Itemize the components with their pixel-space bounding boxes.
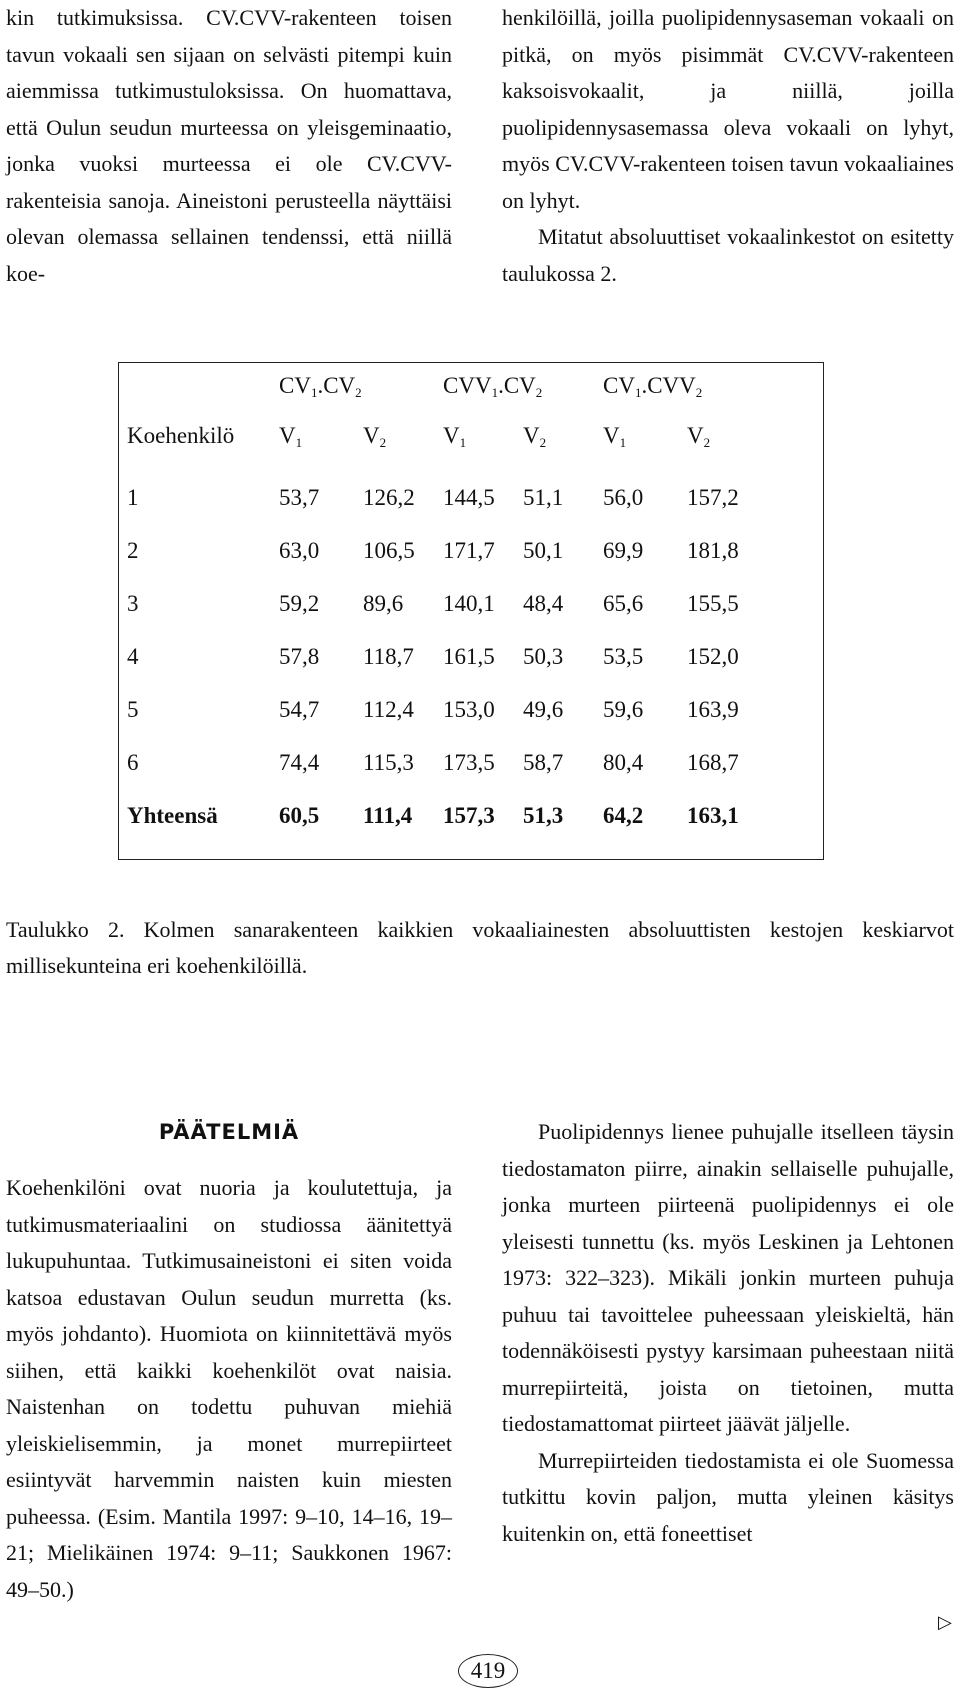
table-cell: 49,6 [523,697,564,722]
row-label: 5 [127,697,139,722]
table-column-header: $V_1$ [603,423,627,450]
table-cell: 74,4 [279,750,320,775]
body-column-bottom-left [6,1114,452,1608]
body-column-bottom-right [502,1114,954,1552]
total-label: Yhteensä [127,803,218,828]
table-column-header: $V_1$ [443,423,467,450]
row-label: 3 [127,591,139,616]
table-cell: 168,7 [687,750,739,775]
table-cell: 126,2 [363,485,415,510]
table-cell: 64,2 [603,803,644,828]
body-column-top-right [502,0,954,292]
table-cell: 63,0 [279,538,320,563]
paragraph: kin tutkimuksissa. CV.CVV-rakenteen toisen tavun vokaali sen sijaan on selvästi pitempi kuin aiemmissa tutkimustuloksissa. On huomattava, että Oulun seudun murteessa on yleisgeminaatio, jonka vuoksi murteessa ei ole CV.CVV-rakenteisia sanoja. Aineistoni perusteella näyttäisi olevan olemassa sellainen tendenssi, että niillä koe- [6,5,452,286]
table-cell: 54,7 [279,697,320,722]
paragraph: henkilöillä, joilla puolipidennysaseman vokaali on pitkä, on myös pisimmät CV.CVV-rakenteen kaksoisvokaalit, ja niillä, joilla puolipidennysasemassa oleva vokaali on lyhyt, myös CV.CVV-rakenteen toisen tavun vokaaliaines on lyhyt. [502,5,954,213]
table-caption [6,912,954,984]
table-cell: 56,0 [603,485,644,510]
table-cell: 112,4 [363,697,414,722]
table-cell: 51,3 [523,803,564,828]
table-cell: 155,5 [687,591,739,616]
body-column-top-left [6,0,452,292]
table-column-header: $V_2$ [687,423,711,450]
table-column-header: $V_2$ [523,423,547,450]
table-column-header: $V_2$ [363,423,387,450]
table-cell: 163,9 [687,697,739,722]
table-cell: 115,3 [363,750,414,775]
caption-text: Taulukko 2. Kolmen sanarakenteen kaikkien vokaaliainesten absoluuttisten kestojen keskiarvot millisekunteina eri koehenkilöillä. [6,917,954,978]
row-label: 1 [127,485,139,510]
page-number: 419 [458,1654,518,1688]
table-cell: 140,1 [443,591,495,616]
table-cell: 80,4 [603,750,644,775]
paragraph: Puolipidennys lienee puhujalle itselleen täysin tiedostamaton piirre, ainakin sellaiselle puhujalle, jonka murteen piirteenä puolipidennys ei ole yleisesti tunnettu (ks. myös Leskinen ja Lehtonen 1973: 322–323). Mikäli jonkin murteen puhuja puhuu tai tavoittelee puheessaan yleiskieltä, hän todennäköisesti pystyy karsimaan puheestaan niitä murrepiirteitä, joista on tietoinen, mutta tiedostamattomat piirteet jäävät jäljelle. [502,1119,954,1436]
row-label: 6 [127,750,139,775]
paragraph: Mitatut absoluuttiset vokaalinkestot on esitetty taulukossa 2. [502,224,954,286]
table-cell: 152,0 [687,644,739,669]
table-cell: 173,5 [443,750,495,775]
table-cell: 157,3 [443,803,495,828]
continue-arrow-icon: ▷ [938,1612,952,1632]
section-heading: PÄÄTELMIÄ [158,1120,300,1144]
table-cell: 171,7 [443,538,495,563]
table-cell: 157,2 [687,485,739,510]
table-cell: 53,7 [279,485,320,510]
table-cell: 181,8 [687,538,739,563]
table-cell: 50,3 [523,644,564,669]
table-cell: 161,5 [443,644,495,669]
duration-table [118,362,824,860]
table-cell: 106,5 [363,538,415,563]
table-cell: 51,1 [523,485,564,510]
table-cell: 118,7 [363,644,414,669]
table-cell: 58,7 [523,750,564,775]
paragraph: Murrepiirteiden tiedostamista ei ole Suomessa tutkittu kovin paljon, mutta yleinen käsitys kuitenkin on, että foneettiset [502,1447,954,1546]
row-label: 4 [127,644,139,669]
table-cell: 89,6 [363,591,404,616]
table-cell: 48,4 [523,591,564,616]
table-group-header: $CV_1.CV_2$ [279,373,362,400]
paragraph: Koehenkilöni ovat nuoria ja koulutettuja, ja tutkimusmateriaalini on studiossa äänitettyä lukupuhuntaa. Tutkimusaineistoni ei siten voida katsoa edustavan Oulun seudun murretta (ks. myös johdanto). Huomiota on kiinnitettävä myös siihen, että kaikki koehenkilöt ovat naisia. Naistenhan on todettu puhuvan miehiä yleiskielisemmin, ja monet murrepiirteet esiintyvät harvemmin naisten kuin miesten puheessa. (Esim. Mantila 1997: 9–10, 14–16, 19–21; Mielikäinen 1974: 9–11; Saukkonen 1967: 49–50.) [6,1175,452,1602]
table-row-header: Koehenkilö [127,423,235,448]
table-cell: 57,8 [279,644,320,669]
table-cell: 163,1 [687,803,739,828]
table-group-header: $CV_1.CVV_2$ [603,373,703,400]
table-column-header: $V_1$ [279,423,303,450]
table-cell: 50,1 [523,538,564,563]
table-cell: 59,2 [279,591,320,616]
table-cell: 111,4 [363,803,413,828]
table-group-header: $CVV_1.CV_2$ [443,373,543,400]
table-cell: 59,6 [603,697,644,722]
table-cell: 153,0 [443,697,495,722]
table-cell: 53,5 [603,644,644,669]
table-cell: 69,9 [603,538,644,563]
table-cell: 60,5 [279,803,320,828]
row-label: 2 [127,538,139,563]
table-cell: 144,5 [443,485,495,510]
table-cell: 65,6 [603,591,644,616]
